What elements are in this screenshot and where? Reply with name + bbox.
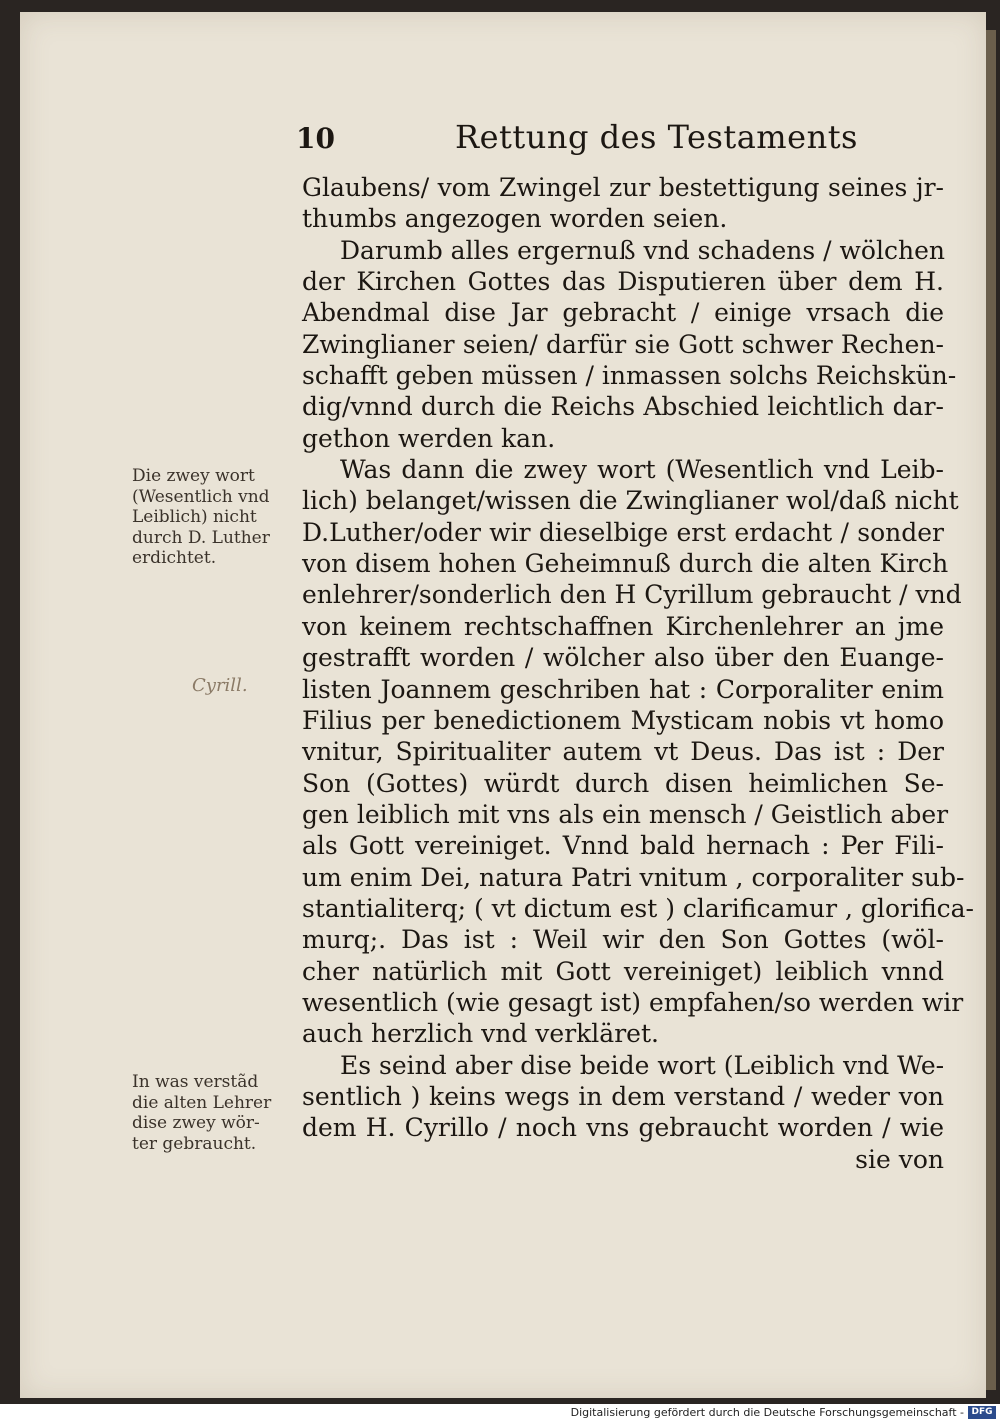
text-line: D.Luther/oder wir dieselbige erst erdacht / sonder <box>302 517 944 547</box>
running-title: Rettung des Testaments <box>455 118 858 156</box>
text-line: als Gott vereiniget. Vnnd bald hernach : Per Fili- <box>302 831 944 861</box>
marginal-note-two-words <box>132 466 300 569</box>
text-line: gen leiblich mit vns als ein mensch / Geistlich aber <box>302 799 949 829</box>
marginal-note-cyrill: Cyrill. <box>192 675 248 696</box>
text-line: Abendmal dise Jar gebracht / einige vrsach die <box>302 298 944 328</box>
text-line: vnitur, Spiritualiter autem vt Deus. Das ist : Der <box>302 737 944 767</box>
margin-line: In was verstãd <box>132 1072 259 1092</box>
page-number: 10 <box>296 122 335 155</box>
text-line: thumbs angezogen worden seien. <box>302 204 728 234</box>
body-text <box>302 172 974 1175</box>
text-line: Son (Gottes) würdt durch disen heimlichen Se- <box>302 768 944 798</box>
text-line: Filius per benedictionem Mysticam nobis vt homo <box>302 705 944 735</box>
margin-line: dise zwey wör- <box>132 1113 260 1133</box>
text-line: dig/vnnd durch die Reichs Abschied leichtlich dar- <box>302 392 944 422</box>
text-line: auch herzlich vnd verkläret. <box>302 1019 659 1049</box>
margin-line: durch D. Luther <box>132 527 270 548</box>
text-line: Es seind aber dise beide wort (Leiblich vnd We- <box>340 1050 945 1080</box>
margin-line: die alten Lehrer <box>132 1092 272 1113</box>
funding-credit: Digitalisierung gefördert durch die Deutsche Forschungsgemeinschaft - <box>570 1406 964 1419</box>
text-line: gethon werden kan. <box>302 423 556 453</box>
margin-line: Leiblich) nicht <box>132 507 257 527</box>
margin-line: (Wesentlich vnd <box>132 486 270 507</box>
margin-line: Die zwey wort <box>132 466 255 486</box>
text-line: Glaubens/ vom Zwingel zur bestettigung seines jr- <box>302 173 944 202</box>
text-line: enlehrer/sonderlich den H Cyrillum gebraucht / vnd <box>302 580 962 610</box>
text-line: cher natürlich mit Gott vereiniget) leiblich vnnd <box>302 956 944 986</box>
dfg-logo: DFG <box>968 1406 996 1419</box>
text-line: sentlich ) keins wegs in dem verstand / weder von <box>302 1081 944 1111</box>
text-line: von disem hohen Geheimnuß durch die alten Kirch <box>302 549 949 579</box>
marginal-note-old-teachers <box>132 1072 300 1154</box>
text-line: schafft geben müssen / inmassen solchs Reichskün- <box>302 361 957 391</box>
text-line: Was dann die zwey wort (Wesentlich vnd Leib- <box>340 455 944 485</box>
text-line: Darumb alles ergernuß vnd schadens / wölchen <box>340 235 945 265</box>
text-line: Zwinglianer seien/ darfür sie Gott schwer Rechen- <box>302 329 944 359</box>
text-line: der Kirchen Gottes das Disputieren über dem H. <box>302 267 944 297</box>
text-line: gestrafft worden / wölcher also über den Euange- <box>302 643 944 673</box>
margin-line: erdichtet. <box>132 548 217 568</box>
catchword: sie von <box>855 1144 944 1174</box>
book-edge <box>986 30 996 1390</box>
margin-line: ter gebraucht. <box>132 1133 257 1154</box>
text-line: lich) belanget/wissen die Zwinglianer wol/daß nicht <box>302 486 959 516</box>
text-line: stantialiterq; ( vt dictum est ) clarificamur , glorifica- <box>302 893 974 923</box>
text-line: von keinem rechtschaffnen Kirchenlehrer an jme <box>302 611 944 641</box>
text-line: dem H. Cyrillo / noch vns gebraucht worden / wie <box>302 1113 944 1143</box>
text-line: murq;. Das ist : Weil wir den Son Gottes (wöl- <box>302 925 944 955</box>
text-line: listen Joannem geschriben hat : Corporaliter enim <box>302 674 944 704</box>
footer-bar <box>0 1404 1000 1422</box>
text-line: um enim Dei, natura Patri vnitum , corporaliter sub- <box>302 862 965 892</box>
text-line: wesentlich (wie gesagt ist) empfahen/so werden wir <box>302 987 964 1017</box>
